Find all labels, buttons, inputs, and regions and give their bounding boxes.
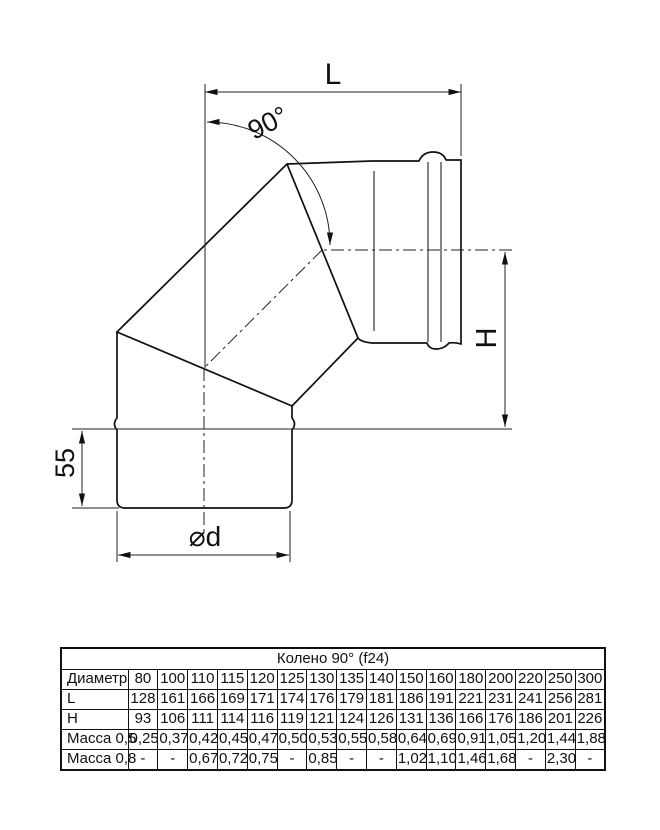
- table-cell: 0,42: [188, 730, 218, 750]
- middle-segment-inner-edge: [292, 338, 358, 406]
- table-cell: 150: [396, 670, 426, 690]
- table-cell: 0,45: [217, 730, 247, 750]
- table-cell: 140: [367, 670, 397, 690]
- table-cell: 0,58: [367, 730, 397, 750]
- table-cell: 171: [247, 690, 277, 710]
- table-cell: 0,53: [307, 730, 337, 750]
- table-cell: 116: [247, 710, 277, 730]
- table-cell: 161: [158, 690, 188, 710]
- dim-arc-90deg: [207, 122, 330, 245]
- table-cell: -: [337, 750, 367, 771]
- table-cell: 0,25: [128, 730, 158, 750]
- table-cell: 226: [575, 710, 605, 730]
- table-cell: 176: [486, 710, 516, 730]
- table-cell: 130: [307, 670, 337, 690]
- bottom-pipe-left-edge: [115, 332, 126, 508]
- table-cell: 93: [128, 710, 158, 730]
- table-cell: 121: [307, 710, 337, 730]
- table-cell: 200: [486, 670, 516, 690]
- table-cell: 181: [367, 690, 397, 710]
- table-cell: 256: [545, 690, 575, 710]
- table-cell: 114: [217, 710, 247, 730]
- elbow-outline: [115, 152, 462, 508]
- dim-label-55: 55: [50, 447, 80, 479]
- table-cell: 0,50: [277, 730, 307, 750]
- table-title: Колено 90° (f24): [61, 648, 605, 670]
- table-cell: 131: [396, 710, 426, 730]
- diagonal-centerline: [204, 250, 322, 368]
- row-label: H: [61, 710, 128, 730]
- table-cell: 135: [337, 670, 367, 690]
- table-cell: 0,69: [426, 730, 456, 750]
- table-cell: 1,10: [426, 750, 456, 771]
- dim-label-H: H: [471, 327, 503, 349]
- table-cell: 166: [188, 690, 218, 710]
- table-row: [61, 670, 605, 690]
- table-cell: 1,44: [545, 730, 575, 750]
- table-cell: -: [575, 750, 605, 771]
- table-cell: 80: [128, 670, 158, 690]
- table-cell: 174: [277, 690, 307, 710]
- table-cell: 191: [426, 690, 456, 710]
- table-cell: 106: [158, 710, 188, 730]
- table-title-row: [61, 648, 605, 670]
- table-cell: 2,30: [545, 750, 575, 771]
- dimension-labels: [50, 58, 503, 552]
- table-cell: -: [158, 750, 188, 771]
- table-cell: 115: [217, 670, 247, 690]
- spec-table-body: [61, 648, 605, 770]
- table-cell: 201: [545, 710, 575, 730]
- table-cell: 100: [158, 670, 188, 690]
- table-cell: 1,88: [575, 730, 605, 750]
- spec-table: [60, 647, 606, 771]
- row-label: L: [61, 690, 128, 710]
- table-cell: 160: [426, 670, 456, 690]
- table-cell: 241: [516, 690, 546, 710]
- table-cell: 169: [217, 690, 247, 710]
- table-cell: 186: [396, 690, 426, 710]
- table-cell: 119: [277, 710, 307, 730]
- table-cell: 231: [486, 690, 516, 710]
- middle-segment-outer-edge: [117, 164, 287, 332]
- detail-lines: [117, 162, 441, 429]
- table-cell: 110: [188, 670, 218, 690]
- row-label: Диаметр: [61, 670, 128, 690]
- table-cell: 0,64: [396, 730, 426, 750]
- table-cell: 0,47: [247, 730, 277, 750]
- table-cell: 221: [456, 690, 486, 710]
- dim-label-L: L: [324, 58, 342, 91]
- table-cell: 166: [456, 710, 486, 730]
- table-row: [61, 690, 605, 710]
- table-cell: 0,91: [456, 730, 486, 750]
- table-cell: 0,37: [158, 730, 188, 750]
- dim-label-angle: 90°: [242, 100, 293, 146]
- miter-joint-upper: [287, 164, 358, 338]
- table-cell: 124: [337, 710, 367, 730]
- table-cell: 176: [307, 690, 337, 710]
- table-cell: 1,20: [516, 730, 546, 750]
- centerlines: [204, 250, 512, 533]
- table-cell: -: [277, 750, 307, 771]
- dim-label-diameter: ⌀d: [188, 521, 222, 552]
- table-cell: -: [367, 750, 397, 771]
- table-cell: 281: [575, 690, 605, 710]
- table-cell: 120: [247, 670, 277, 690]
- table-cell: 0,55: [337, 730, 367, 750]
- table-cell: 111: [188, 710, 218, 730]
- row-label: Масса 0,5: [61, 730, 128, 750]
- table-cell: 250: [545, 670, 575, 690]
- top-pipe-bottom-edge: [358, 338, 461, 349]
- table-cell: 136: [426, 710, 456, 730]
- table-cell: 0,75: [247, 750, 277, 771]
- table-cell: 1,02: [396, 750, 426, 771]
- table-cell: -: [128, 750, 158, 771]
- table-cell: 300: [575, 670, 605, 690]
- table-cell: 128: [128, 690, 158, 710]
- table-cell: 0,67: [188, 750, 218, 771]
- table-cell: 0,85: [307, 750, 337, 771]
- table-cell: 1,68: [486, 750, 516, 771]
- table-row: [61, 750, 605, 771]
- top-pipe-top-edge: [287, 152, 461, 164]
- table-cell: 126: [367, 710, 397, 730]
- row-label: Масса 0,8: [61, 750, 128, 771]
- table-cell: 0,72: [217, 750, 247, 771]
- table-cell: 1,05: [486, 730, 516, 750]
- table-row: [61, 730, 605, 750]
- bottom-pipe-right-edge: [284, 406, 295, 508]
- table-cell: 1,46: [456, 750, 486, 771]
- table-cell: 220: [516, 670, 546, 690]
- table-cell: -: [516, 750, 546, 771]
- table-cell: 180: [456, 670, 486, 690]
- table-cell: 186: [516, 710, 546, 730]
- table-row: [61, 710, 605, 730]
- table-cell: 179: [337, 690, 367, 710]
- table-cell: 125: [277, 670, 307, 690]
